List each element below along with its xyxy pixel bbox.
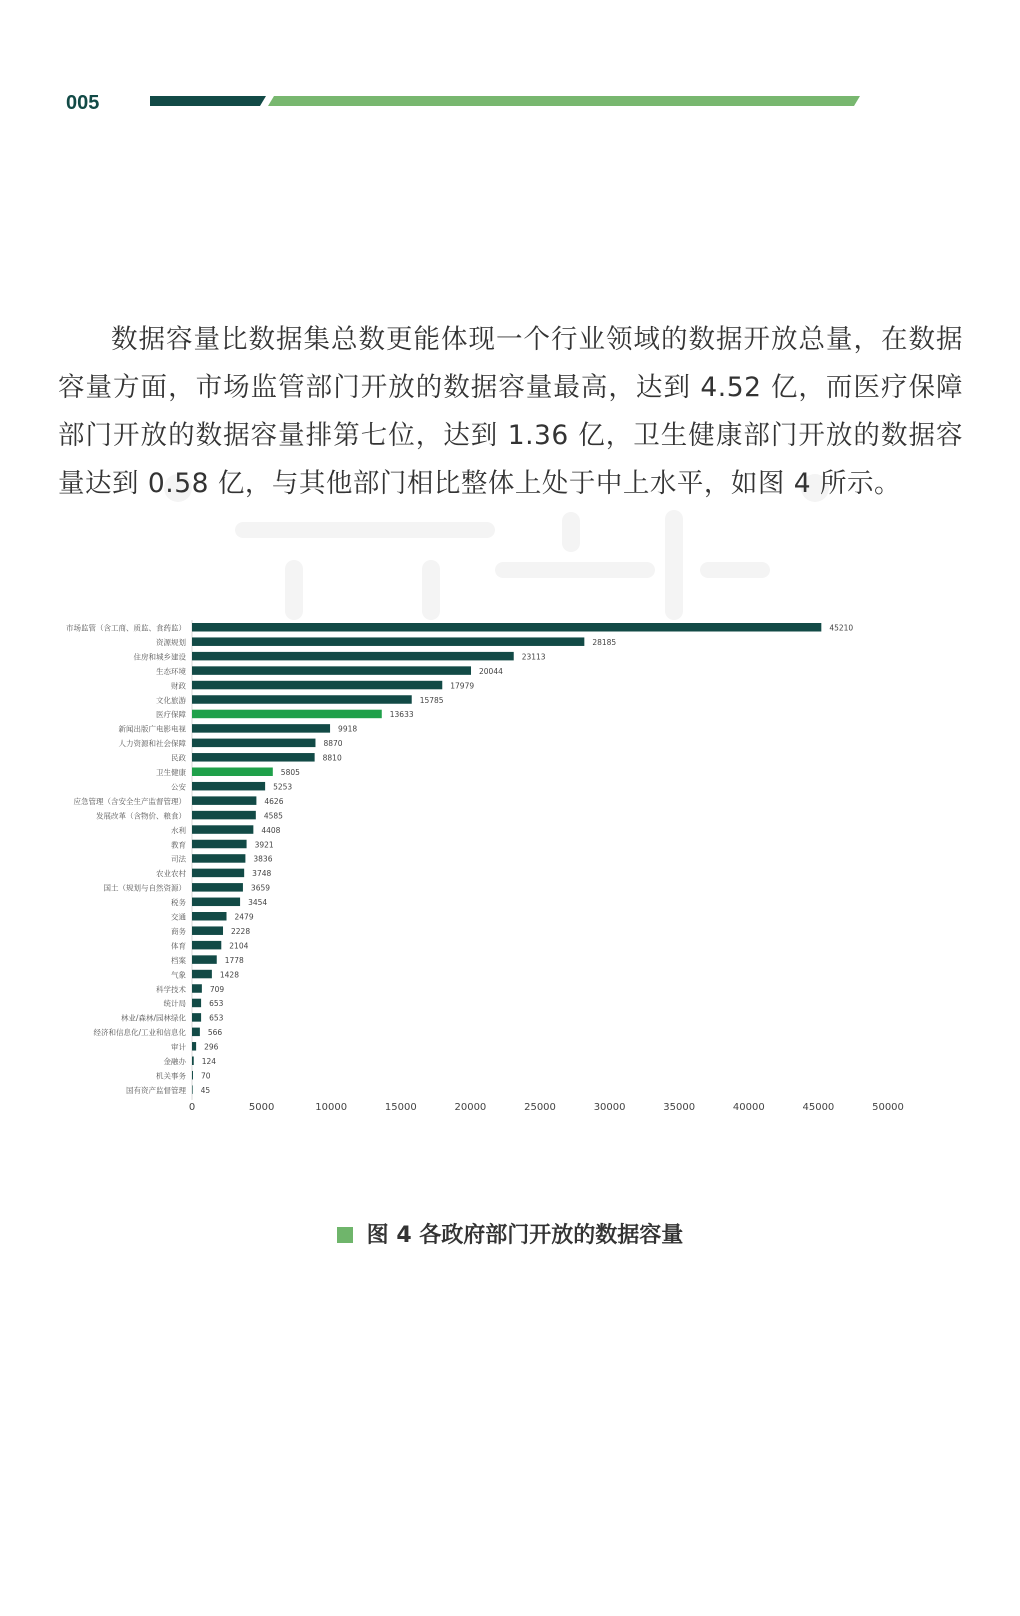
value-label: 28185 [592, 637, 617, 647]
bar [192, 955, 217, 964]
category-label: 卫生健康 [156, 768, 186, 777]
category-label: 国土（规划与自然资源） [103, 883, 186, 893]
bar [192, 652, 514, 661]
bar [192, 710, 382, 719]
category-label: 审计 [171, 1042, 186, 1052]
x-tick-label: 40000 [732, 1102, 765, 1113]
bar [192, 1071, 193, 1080]
category-label: 司法 [171, 854, 186, 864]
category-label: 水利 [171, 825, 186, 835]
category-label: 经济和信息化/工业和信息化 [93, 1028, 186, 1038]
bar [192, 840, 247, 849]
value-label: 45 [200, 1085, 211, 1095]
category-label: 税务 [171, 898, 186, 908]
value-label: 566 [207, 1028, 223, 1038]
category-label: 金融办 [163, 1057, 186, 1066]
value-label: 2104 [229, 941, 249, 951]
category-label: 科学技术 [156, 984, 186, 994]
caption-square-icon [337, 1227, 353, 1243]
bar [192, 753, 315, 762]
value-label: 1428 [219, 970, 239, 980]
header-bar-light [268, 96, 860, 106]
category-label: 医疗保障 [156, 710, 186, 720]
value-label: 15785 [419, 695, 444, 705]
x-tick-label: 0 [188, 1102, 196, 1113]
bar [192, 782, 265, 791]
value-label: 5805 [280, 768, 300, 777]
header-bar-dark [150, 96, 266, 106]
bar [192, 637, 584, 646]
bar [192, 1057, 194, 1066]
category-label: 应急管理（含安全生产监督管理） [73, 796, 186, 806]
value-label: 3454 [248, 898, 268, 908]
x-tick-label: 30000 [593, 1102, 626, 1113]
bar [192, 623, 821, 632]
bar [192, 999, 201, 1008]
bar [192, 854, 245, 863]
header-bars [0, 0, 1020, 130]
bar [192, 941, 221, 950]
x-tick-label: 25000 [524, 1102, 556, 1113]
value-label: 13633 [389, 710, 414, 720]
value-label: 3921 [254, 840, 274, 850]
category-label: 机关事务 [156, 1071, 186, 1081]
value-label: 4408 [261, 825, 281, 835]
x-tick-label: 45000 [802, 1102, 835, 1113]
category-label: 体育 [171, 941, 186, 951]
category-label: 文化旅游 [156, 695, 186, 705]
x-tick-label: 50000 [872, 1102, 904, 1113]
bar [192, 681, 442, 690]
bar [192, 926, 223, 935]
value-label: 4585 [263, 811, 283, 821]
category-label: 档案 [171, 955, 186, 965]
value-label: 45210 [829, 623, 854, 633]
bar [192, 796, 256, 805]
value-label: 3836 [253, 854, 273, 864]
bar [192, 1085, 193, 1094]
value-label: 20044 [479, 666, 503, 676]
category-label: 生态环境 [156, 666, 186, 676]
category-label: 统计局 [163, 999, 186, 1009]
value-label: 709 [209, 984, 225, 994]
bar [192, 912, 227, 921]
bar [192, 869, 244, 878]
category-label: 国有资产监督管理 [126, 1085, 186, 1095]
value-label: 653 [209, 1013, 224, 1023]
bar [192, 695, 412, 704]
value-label: 23113 [521, 652, 546, 662]
value-label: 1778 [224, 955, 244, 965]
category-label: 教育 [171, 840, 186, 850]
bar [192, 739, 315, 748]
category-label: 公安 [171, 782, 186, 792]
category-label: 发展改革（含物价、粮食） [96, 811, 186, 821]
value-label: 2479 [234, 912, 254, 922]
x-tick-label: 10000 [315, 1102, 348, 1113]
bar [192, 1042, 196, 1051]
bar [192, 984, 202, 993]
category-label: 林业/森林/园林绿化 [120, 1013, 186, 1023]
value-label: 17979 [450, 681, 475, 691]
value-label: 5253 [273, 782, 293, 792]
value-label: 4626 [264, 796, 284, 806]
caption-text: 图 4 各政府部门开放的数据容量 [366, 1223, 684, 1248]
bar [192, 768, 273, 777]
bar [192, 1013, 201, 1022]
value-label: 70 [200, 1071, 211, 1081]
bar [192, 825, 253, 834]
value-label: 8810 [322, 753, 342, 763]
x-tick-label: 35000 [663, 1102, 696, 1113]
category-label: 商务 [171, 926, 186, 936]
category-label: 交通 [171, 912, 186, 922]
page-number: 005 [66, 92, 100, 114]
category-label: 市场监管（含工商、质监、食药监） [66, 623, 186, 633]
bar [192, 898, 240, 907]
x-tick-label: 5000 [248, 1102, 275, 1113]
category-label: 民政 [171, 753, 186, 763]
value-label: 124 [201, 1057, 217, 1066]
value-label: 9918 [338, 724, 358, 734]
figure-caption [0, 1218, 1020, 1249]
bar-chart [0, 620, 1020, 1140]
category-label: 住房和城乡建设 [133, 652, 186, 662]
bar [192, 883, 243, 892]
category-label: 人力资源和社会保障 [118, 739, 186, 749]
category-label: 气象 [171, 970, 186, 980]
bar [192, 724, 330, 733]
bar [192, 1028, 200, 1037]
category-label: 资源规划 [156, 637, 186, 647]
value-label: 2228 [231, 926, 251, 936]
value-label: 296 [204, 1042, 219, 1052]
body-paragraph: 数据容量比数据集总数更能体现一个行业领域的数据开放总量，在数据容量方面，市场监管部门开放的数据容量最高，达到 4.52 亿，而医疗保障部门开放的数据容量排第七位，达到 1.36 亿，卫生健康部门开放的数据容量达到 0.58 亿，与其他部门相比整体上处于中上水平，如图 4 所示。 [58, 324, 963, 499]
bar [192, 970, 212, 979]
bar [192, 811, 256, 820]
value-label: 3659 [250, 883, 271, 893]
category-label: 财政 [171, 681, 186, 691]
x-tick-label: 15000 [384, 1102, 417, 1113]
bar [192, 666, 471, 675]
x-tick-label: 20000 [454, 1102, 487, 1113]
value-label: 653 [209, 999, 224, 1009]
value-label: 3748 [252, 869, 272, 879]
category-label: 农业农村 [156, 869, 186, 879]
category-label: 新闻出版广电影电视 [118, 724, 186, 734]
value-label: 8870 [323, 739, 343, 749]
